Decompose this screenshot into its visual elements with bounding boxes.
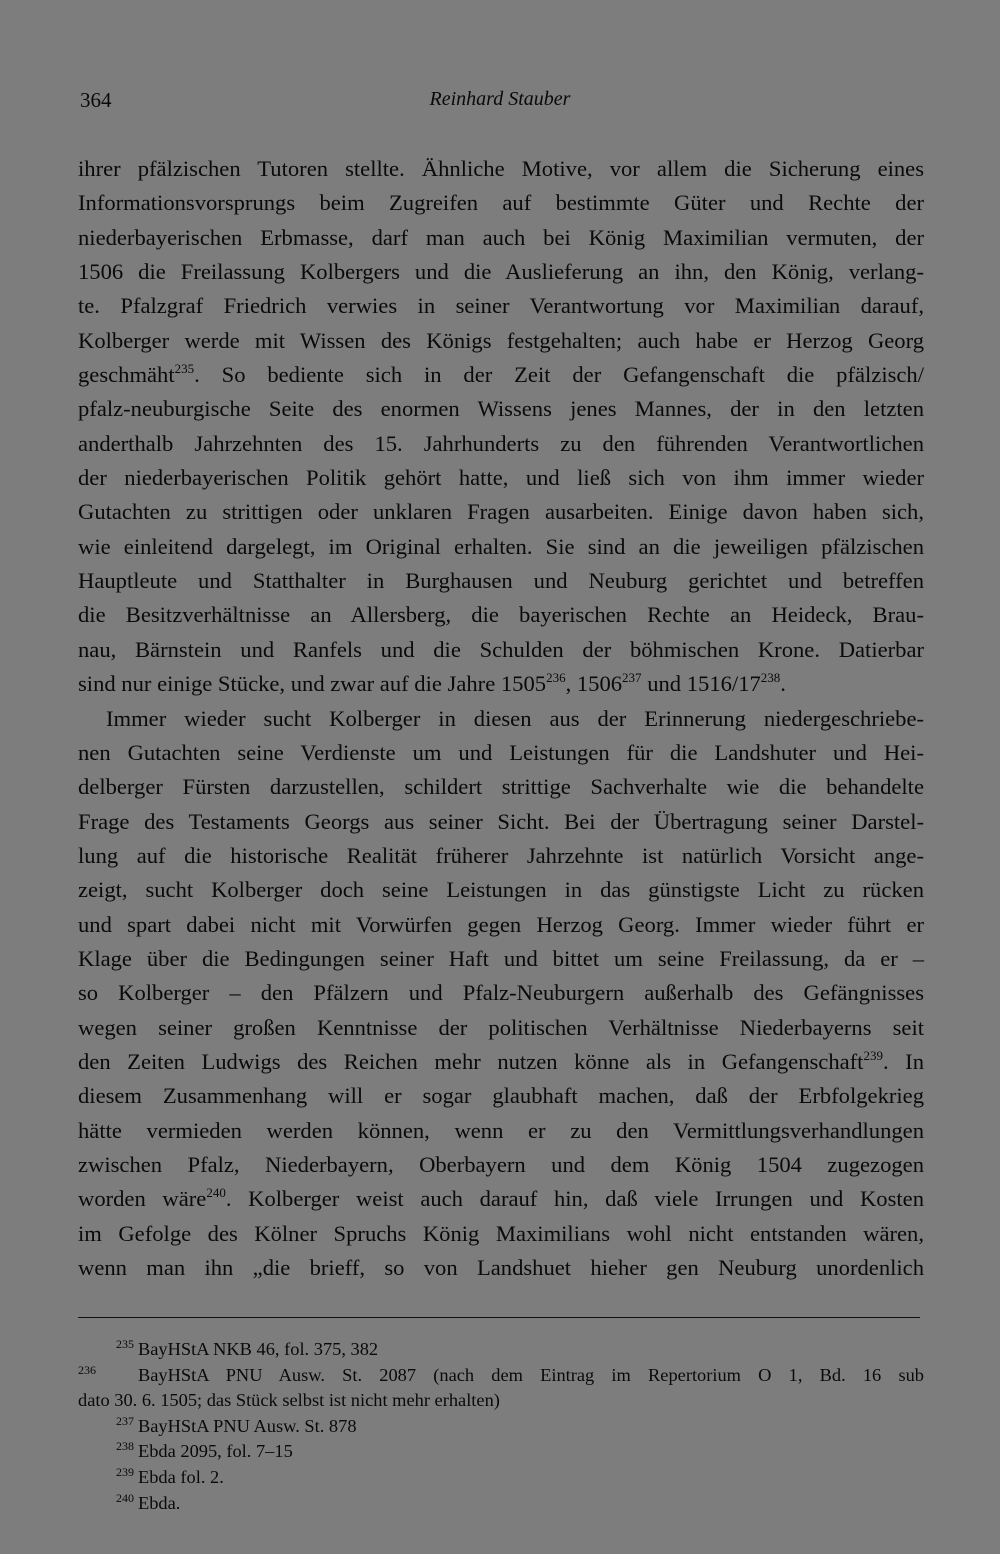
text-run: wie einleitend dargelegt, im Original erhalten. Sie sind an die jeweiligen pfälzischen — [78, 533, 924, 559]
text-line — [78, 495, 924, 529]
text-run: worden wäre — [78, 1186, 207, 1212]
text-run: nen Gutachten seine Verdienste um und Leistungen für die Landshuter und Hei- — [78, 739, 924, 765]
text-line — [78, 770, 924, 804]
text-line — [78, 839, 924, 873]
text-line — [78, 1079, 924, 1113]
text-run: geschmäht — [78, 362, 175, 388]
text-line — [78, 805, 924, 839]
text-line — [78, 427, 924, 461]
footnote-text: dato 30. 6. 1505; das Stück selbst ist nicht mehr erhalten) — [78, 1390, 500, 1411]
text-line — [78, 1251, 924, 1285]
text-run: wenn man ihn „die brieff, so von Landshuet hieher gen Neuburg unordenlich — [78, 1255, 924, 1280]
text-run: nau, Bärnstein und Ranfels und die Schulden der böhmischen Krone. Datierbar — [78, 636, 924, 662]
text-line — [78, 289, 924, 323]
text-run: niederbayerischen Erbmasse, darf man auch bei König Maximilian vermuten, der — [78, 224, 924, 250]
text-line — [78, 221, 924, 255]
text-line — [78, 633, 924, 667]
body-text — [78, 152, 924, 1285]
text-run: den Zeiten Ludwigs des Reichen mehr nutzen könne als in Gefangenschaft — [78, 1048, 864, 1074]
text-line — [78, 598, 924, 632]
footnote-text: BayHStA PNU Ausw. St. 878 — [138, 1415, 357, 1436]
text-run: Kolberger werde mit Wissen des Königs festgehalten; auch habe er Herzog Georg — [78, 327, 924, 353]
text-line — [78, 873, 924, 907]
footnote: 237 BayHStA PNU Ausw. St. 878 — [116, 1413, 357, 1436]
footnote-marker[interactable]: 236 — [546, 670, 566, 686]
text-line — [78, 1148, 924, 1182]
footnote-marker[interactable]: 238 — [760, 670, 781, 686]
text-run: ihrer pfälzischen Tutoren stellte. Ähnliche Motive, vor allem die Sicherung eines — [78, 156, 924, 181]
running-head: Reinhard Stauber — [429, 88, 571, 110]
text-run: im Gefolge des Kölner Spruchs König Maximilians wohl nicht entstanden wären, — [78, 1220, 924, 1246]
text-line — [78, 667, 924, 701]
text-run: , 1506 — [565, 671, 623, 697]
text-run: 1506 die Freilassung Kolbergers und die Auslieferung an ihn, den König, verlang- — [78, 259, 924, 285]
text-run: . — [780, 671, 786, 697]
text-run: hätte vermieden werden können, wenn er zu den Vermittlungsverhandlungen — [78, 1117, 924, 1143]
text-line — [78, 392, 924, 426]
text-line — [78, 152, 924, 186]
text-run: pfalz-neuburgische Seite des enormen Wissens jenes Mannes, der in den letzten — [78, 396, 924, 422]
footnote-marker[interactable]: 240 — [206, 1185, 226, 1201]
page-number: 364 — [80, 88, 112, 112]
text-run: te. Pfalzgraf Friedrich verwies in seiner Verantwortung vor Maximilian darauf, — [78, 293, 924, 319]
text-run: diesem Zusammenhang will er sogar glaubhaft machen, daß der Erbfolgekrieg — [78, 1083, 924, 1109]
text-line — [78, 530, 924, 564]
text-line — [78, 702, 924, 736]
text-line — [78, 186, 924, 220]
text-run: lung auf die historische Realität früherer Jahrzehnte ist natürlich Vorsicht ange- — [78, 842, 924, 868]
footnote-text: Ebda. — [138, 1492, 181, 1513]
text-line — [78, 1114, 924, 1148]
text-run: . Kolberger weist auch darauf hin, daß viele Irrungen und Kosten — [225, 1186, 925, 1212]
text-run: sind nur einige Stücke, und zwar auf die Jahre 1505 — [78, 671, 547, 697]
text-line — [78, 1217, 924, 1251]
footnote-text: Ebda fol. 2. — [138, 1466, 224, 1487]
text-run: anderthalb Jahrzehnten des 15. Jahrhunderts zu den führenden Verantwortlichen — [78, 430, 924, 456]
text-run: zeigt, sucht Kolberger doch seine Leistungen in das günstigste Licht zu rücken — [78, 877, 924, 903]
text-run: . In — [882, 1048, 924, 1074]
text-run: zwischen Pfalz, Niederbayern, Oberbayern und dem König 1504 zugezogen — [78, 1151, 924, 1177]
text-line — [78, 736, 924, 770]
text-line — [78, 461, 924, 495]
text-run: so Kolberger – den Pfälzern und Pfalz-Neuburgern außerhalb des Gefängnisses — [78, 980, 924, 1006]
text-line — [78, 324, 924, 358]
text-run: Gutachten zu strittigen oder unklaren Fragen ausarbeiten. Einige davon haben sich, — [78, 499, 924, 525]
text-run: Informationsvorsprungs beim Zugreifen auf bestimmte Güter und Rechte der — [78, 190, 924, 216]
text-run: wegen seiner großen Kenntnisse der politischen Verhältnisse Niederbayerns seit — [78, 1014, 924, 1040]
text-line — [78, 908, 924, 942]
text-run: Hauptleute und Statthalter in Burghausen und Neuburg gerichtet und betreffen — [78, 568, 924, 594]
text-run: Klage über die Bedingungen seiner Haft und bittet um seine Freilassung, da er – — [78, 945, 924, 971]
footnote: 235 BayHStA NKB 46, fol. 375, 382 — [116, 1337, 379, 1359]
text-line — [78, 255, 924, 289]
footnote-marker[interactable]: 235 — [174, 361, 195, 377]
text-line — [78, 1011, 924, 1045]
text-line — [78, 564, 924, 598]
footnote-text: BayHStA NKB 46, fol. 375, 382 — [138, 1339, 379, 1359]
text-run: delberger Fürsten darzustellen, schildert strittige Sachverhalte wie die behandelte — [78, 774, 924, 800]
footnote-text: Ebda 2095, fol. 7–15 — [138, 1441, 293, 1462]
footnote-marker[interactable]: 239 — [863, 1047, 883, 1063]
text-run: Frage des Testaments Georgs aus seiner Sicht. Bei der Übertragung seiner Darstel- — [78, 808, 924, 834]
footnote: 239 Ebda fol. 2. — [116, 1464, 224, 1487]
text-run: Immer wieder sucht Kolberger in diesen aus der Erinnerung niedergeschriebe- — [106, 705, 924, 731]
footnote: 238 Ebda 2095, fol. 7–15 — [116, 1439, 293, 1462]
text-line — [78, 942, 924, 976]
text-run: . So bediente sich in der Zeit der Gefangenschaft die pfälzisch/ — [194, 362, 924, 388]
text-run: der niederbayerischen Politik gehört hatte, und ließ sich von ihm immer wieder — [78, 465, 924, 491]
footnotes — [78, 1337, 924, 1516]
footnote-separator — [78, 1317, 920, 1318]
footnote: 236 BayHStA PNU Ausw. St. 2087 (nach dem Eintrag im Repertorium O 1, Bd. 16 sub — [78, 1362, 924, 1385]
footnote — [78, 1388, 924, 1414]
page-header — [80, 88, 920, 118]
text-line — [78, 976, 924, 1010]
text-line — [78, 1045, 924, 1079]
text-run: die Besitzverhältnisse an Allersberg, die bayerischen Rechte an Heideck, Brau- — [78, 602, 924, 628]
text-line — [78, 1182, 924, 1216]
text-run: und spart dabei nicht mit Vorwürfen gegen Herzog Georg. Immer wieder führt er — [78, 911, 924, 937]
footnote-text: BayHStA PNU Ausw. St. 2087 (nach dem Eintrag im Repertorium O 1, Bd. 16 sub — [138, 1364, 924, 1385]
text-line — [78, 358, 924, 392]
footnote-marker[interactable]: 237 — [622, 670, 642, 686]
text-run: und 1516/17 — [641, 671, 761, 697]
footnote: 240 Ebda. — [116, 1490, 181, 1513]
